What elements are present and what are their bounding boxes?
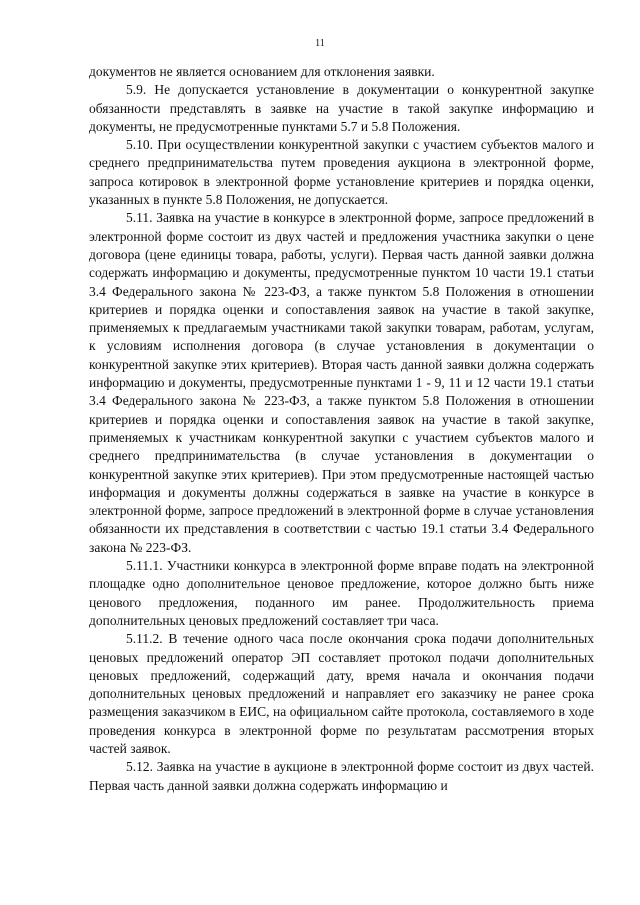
paragraph-5-12: 5.12. Заявка на участие в аукционе в электронной форме состоит из двух частей. Первая часть данной заявки должна содержать информацию и: [89, 759, 594, 793]
document-body: [89, 63, 594, 795]
paragraph-5-10: 5.10. При осуществлении конкурентной закупки с участием субъектов малого и среднего предпринимательства путем проведения аукциона в электронной форме, запроса котировок в электронной форме установление критериев и порядка оценки, указанных в пункте 5.8 Положения, не допускается.: [89, 137, 594, 208]
paragraph-5-9: 5.9. Не допускается установление в документации о конкурентной закупке обязанности представлять в заявке на участие в такой закупке информацию и документы, не предусмотренные пунктами 5.7 и 5.8 Положения.: [89, 82, 594, 134]
paragraph-5-11: 5.11. Заявка на участие в конкурсе в электронной форме, запросе предложений в электронной форме состоит из двух частей и предложения участника закупки о цене договора (цене единицы товара, работы, услуги). Первая часть данной заявки должна содержать информацию и документы, предусмотренные пунктом 10 части 19.1 статьи 3.4 Федерального закона № 223-ФЗ, а также пунктом 5.8 Положения в отношении критериев и порядка оценки и сопоставления заявок на участие в такой закупке, применяемых к предлагаемым участниками такой закупки товарам, работам, услугам, к условиям исполнения договора (в случае установления в документации о конкурентной закупке этих критериев). Вторая часть данной заявки должна содержать информацию и документы, предусмотренные пунктами 1 - 9, 11 и 12 части 19.1 статьи 3.4 Федерального закона № 223-ФЗ, а также пунктом 5.8 Положения в отношении критериев и порядка оценки и сопоставления заявок на участие в такой закупке, применяемых к участникам конкурентной закупки с участием субъектов малого и среднего предпринимательства (в случае установления в документации о конкурентной закупке этих критериев). При этом предусмотренные настоящей частью информация и документы должны содержаться в заявке на участие в конкурсе в электронной форме, запросе предложений в электронной форме в случае установления обязанности их представления в соответствии с частью 19.1 статьи 3.4 Федерального закона № 223-ФЗ.: [89, 210, 594, 555]
paragraph-5-11-1: 5.11.1. Участники конкурса в электронной форме вправе подать на электронной площадке одно дополнительное ценовое предложение, которое должно быть ниже ценового предложения, поданного им ранее. Продолжительность приема дополнительных ценовых предложений составляет три часа.: [89, 558, 594, 628]
page-number: 11: [315, 38, 325, 49]
paragraph-5-11-2: 5.11.2. В течение одного часа после окончания срока подачи дополнительных ценовых предложений оператор ЭП составляет протокол подачи дополнительных ценовых предложений, содержащий дату, время начала и окончания подачи дополнительных ценовых предложений и направляет его заказчику не ранее срока размещения заказчиком в ЕИС, на официальном сайте протокола, составляемого в ходе проведения конкурса в электронной форме по результатам рассмотрения вторых частей заявок.: [89, 631, 594, 756]
paragraph-continuation: документов не является основанием для отклонения заявки.: [89, 64, 435, 79]
